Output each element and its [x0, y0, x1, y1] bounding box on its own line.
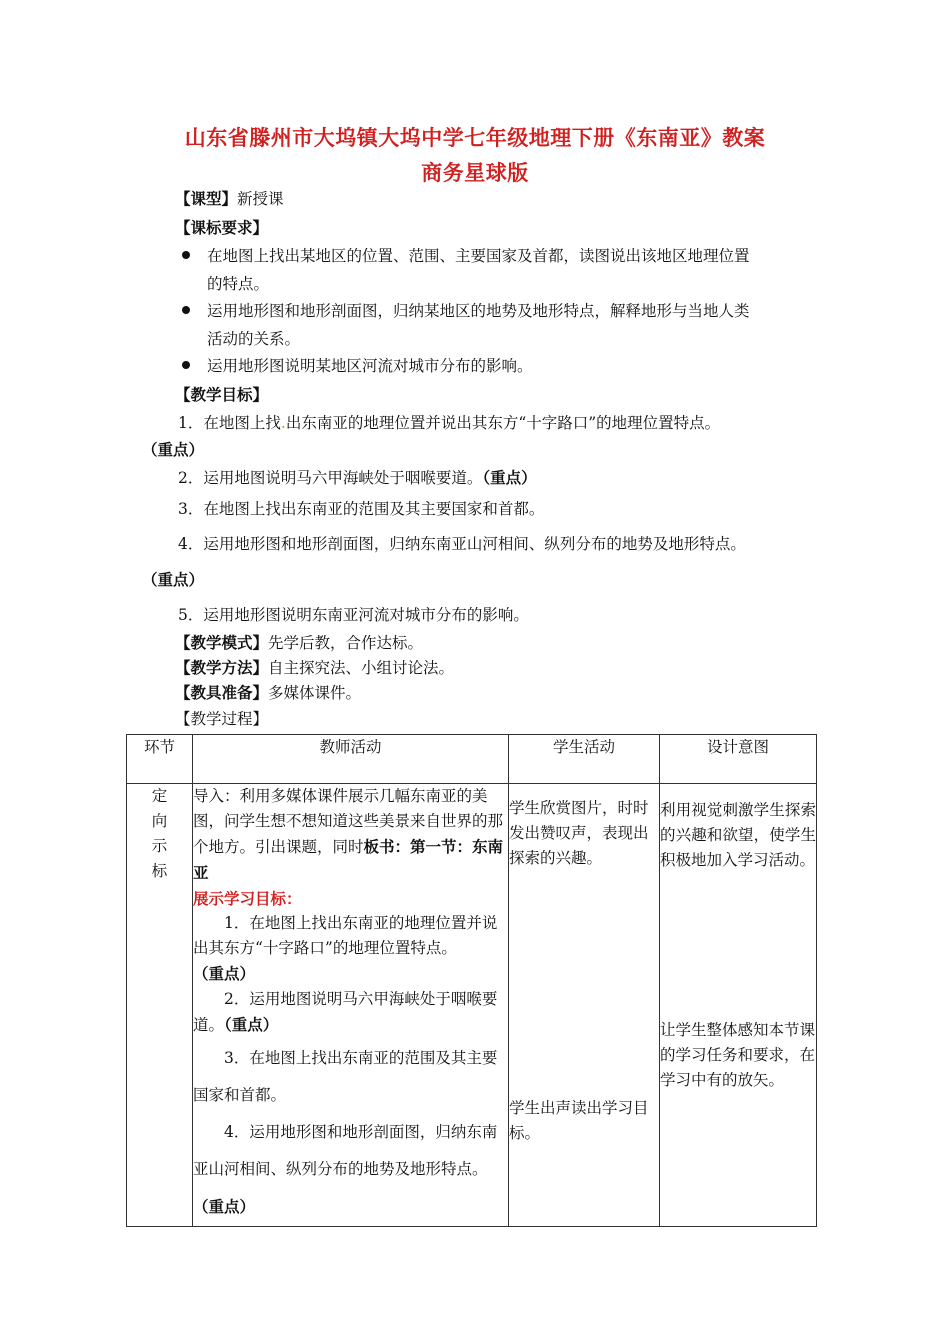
teacher-activity-cell [193, 784, 509, 1227]
design-intent-1: 利用视觉刺激学生探索的兴趣和欲望，使学生积极地加入学习活动。 [660, 801, 816, 869]
teacher-goal-2-key: （重点） [224, 1015, 279, 1034]
standard-3-line1: 运用地形图说明某地区河流对城市分布的影响。 [207, 357, 533, 375]
bullet-icon [182, 251, 190, 259]
teacher-board: 板书：第一节：东南亚 [193, 837, 504, 882]
teaching-tools-value: 多媒体课件。 [268, 684, 362, 702]
goal-2-key: （重点） [482, 468, 537, 487]
header-design: 设计意图 [660, 735, 817, 784]
header-student: 学生活动 [509, 735, 660, 784]
course-type-label: 【课型】 [175, 189, 238, 208]
design-intent-2: 让学生整体感知本节课的学习任务和要求，在学习中有的放矢。 [660, 1021, 816, 1089]
goal-1 [178, 413, 720, 433]
student-activity-1: 学生欣赏图片，时时发出赞叹声，表现出探索的兴趣。 [509, 799, 649, 867]
teacher-intro-text: 导入：利用多媒体课件展示几幅东南亚的美图，问学生想不想知道这些美景来自世界的那个地方。引出课题，同时 [193, 787, 504, 856]
header-stage: 环节 [127, 735, 193, 784]
teaching-mode-value: 先学后教，合作达标。 [268, 634, 424, 652]
goal-1-text-a: 1．在地图上找 [178, 414, 281, 432]
student-activity-cell [509, 784, 660, 1227]
student-activity-2: 学生出声读出学习目标。 [509, 1099, 649, 1142]
header-teacher: 教师活动 [193, 735, 509, 784]
goal-2 [178, 468, 537, 488]
goal-1-dot: . [280, 414, 286, 432]
goals-label: 【教学目标】 [175, 385, 269, 404]
goal-2-text: 2．运用地图说明马六甲海峡处于咽喉要道。 [178, 469, 483, 487]
process-table [126, 734, 817, 1227]
standard-1-line1: 在地图上找出某地区的位置、范围、主要国家及首都，读图说出该地区地理位置 [207, 247, 750, 265]
design-intent-cell [660, 784, 817, 1227]
teacher-goal-1-text: 1．在地图上找出东南亚的地理位置并说出其东方“十字路口”的地理位置特点。 [193, 914, 498, 957]
teaching-method [175, 658, 454, 678]
teacher-show-goals: 展示学习目标： [193, 889, 302, 908]
table-row [127, 784, 817, 1227]
teacher-goal-1 [193, 911, 508, 987]
goal-3: 3．在地图上找出东南亚的范围及其主要国家和首都。 [178, 500, 545, 518]
teacher-goal-2 [193, 987, 508, 1038]
standard-1-line2: 的特点。 [207, 275, 270, 293]
goal-1-text-b: 出东南亚的地理位置并说出其东方“十字路口”的地理位置特点。 [285, 414, 721, 432]
table-header-row [127, 735, 817, 784]
teacher-goal-4-key: （重点） [193, 1197, 256, 1216]
teaching-method-value: 自主探究法、小组讨论法。 [268, 659, 455, 677]
teaching-mode [175, 633, 423, 653]
stage-char: 示 [151, 837, 168, 855]
bullet-icon [182, 306, 190, 314]
teaching-tools [175, 683, 361, 703]
course-type-value: 新授课 [237, 190, 284, 208]
standards-label: 【课标要求】 [175, 218, 269, 237]
teacher-goal-2-text: 2．运用地图说明马六甲海峡处于咽喉要道。 [193, 990, 498, 1034]
standard-2-line2: 活动的关系。 [207, 330, 301, 348]
goal-4-key: （重点） [142, 570, 205, 589]
teacher-goal-3: 3．在地图上找出东南亚的范围及其主要国家和首都。 [193, 1049, 498, 1104]
stage-char: 向 [151, 812, 168, 830]
course-type [175, 189, 284, 209]
goal-4: 4．运用地形图和地形剖面图，归纳东南亚山河相间、纵列分布的地势及地形特点。 [178, 535, 746, 553]
goal-1-key: （重点） [142, 440, 205, 459]
stage-char: 定 [151, 787, 168, 805]
stage-char: 标 [151, 862, 168, 880]
doc-title-line1: 山东省滕州市大坞镇大坞中学七年级地理下册《东南亚》教案 [184, 125, 766, 150]
bullet-icon [182, 361, 190, 369]
stage-cell [127, 784, 193, 1227]
teacher-goal-4-text: 4．运用地形图和地形剖面图，归纳东南亚山河相间、纵列分布的地势及地形特点。 [193, 1123, 498, 1178]
teacher-intro [193, 784, 508, 886]
teaching-mode-label: 【教学模式】 [175, 633, 269, 652]
teaching-tools-label: 【教具准备】 [175, 683, 269, 702]
teacher-goal-1-key: （重点） [193, 964, 256, 983]
teacher-goal-4 [193, 1114, 508, 1226]
standard-2-line1: 运用地形图和地形剖面图，归纳某地区的地势及地形特点，解释地形与当地人类 [207, 302, 750, 320]
process-label: 【教学过程】 [175, 710, 269, 728]
goal-5: 5．运用地形图说明东南亚河流对城市分布的影响。 [178, 606, 529, 624]
teaching-method-label: 【教学方法】 [175, 658, 269, 677]
doc-title-line2: 商务星球版 [421, 160, 529, 185]
